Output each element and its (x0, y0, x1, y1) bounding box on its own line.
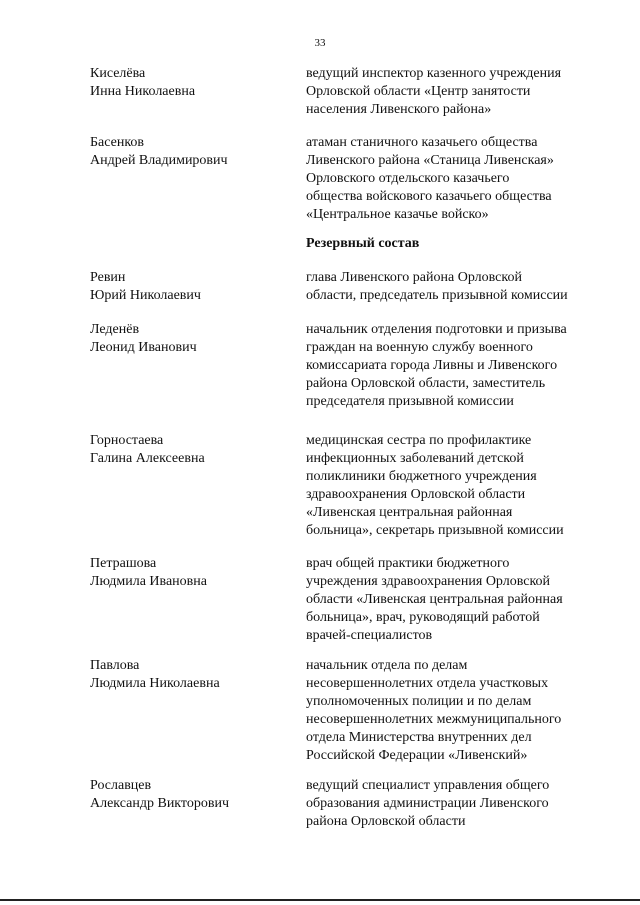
name-line: Людмила Ивановна (90, 574, 207, 589)
position-line: отдела Министерства внутренних дел (306, 730, 532, 745)
member-name (90, 134, 295, 170)
position-line: больница», врач, руководящий работой (306, 610, 540, 625)
position-line: атаман станичного казачьего общества (306, 135, 538, 150)
position-line: ведущий инспектор казенного учреждения (306, 66, 562, 81)
member-name (90, 777, 295, 813)
position-line: области, председатель призывной комиссии (306, 288, 568, 303)
member-name (90, 432, 295, 468)
position-line: уполномоченных полиции и по делам (306, 694, 532, 709)
name-line: Юрий Николаевич (90, 288, 201, 303)
name-line: Петрашова (90, 556, 157, 571)
position-line: Ливенского района «Станица Ливенская» (306, 153, 554, 168)
name-line: Горностаева (90, 433, 164, 448)
position-line: общества войскового казачьего общества (306, 189, 552, 204)
name-line: Андрей Владимирович (90, 153, 228, 168)
name-line: Людмила Николаевна (90, 676, 220, 691)
position-line: ведущий специалист управления общего (306, 778, 550, 793)
member-position (306, 555, 600, 645)
position-line: начальник отделения подготовки и призыва (306, 322, 567, 337)
page-number: 33 (314, 37, 326, 49)
position-line: Орловской области «Центр занятости (306, 84, 531, 99)
name-line: Леденёв (90, 322, 140, 337)
position-line: председателя призывной комиссии (306, 394, 514, 409)
member-position (306, 134, 600, 224)
member-position (306, 65, 600, 119)
position-line: врач общей практики бюджетного (306, 556, 510, 571)
name-line: Леонид Иванович (90, 340, 197, 355)
position-line: поликлиники бюджетного учреждения (306, 469, 537, 484)
member-position (306, 432, 600, 540)
member-position (306, 657, 600, 765)
member-name (90, 657, 295, 693)
position-line: глава Ливенского района Орловской (306, 270, 522, 285)
position-line: граждан на военную службу военного (306, 340, 533, 355)
position-line: района Орловской области, заместитель (306, 376, 546, 391)
name-line: Рославцев (90, 778, 152, 793)
position-line: населения Ливенского района» (306, 102, 492, 117)
position-line: образования администрации Ливенского (306, 796, 549, 811)
position-line: здравоохранения Орловской области (306, 487, 526, 502)
position-line: несовершеннолетних межмуниципального (306, 712, 562, 727)
name-line: Ревин (90, 270, 126, 285)
position-line: больница», секретарь призывной комиссии (306, 523, 564, 538)
member-name (90, 269, 295, 305)
position-line: «Ливенская центральная районная (306, 505, 513, 520)
member-name (90, 321, 295, 357)
position-line: врачей-специалистов (306, 628, 433, 643)
position-line: комиссариата города Ливны и Ливенского (306, 358, 558, 373)
position-line: начальник отдела по делам (306, 658, 468, 673)
reserve-section-title: Резервный состав (306, 236, 420, 251)
position-line: несовершеннолетних отдела участковых (306, 676, 549, 691)
name-line: Галина Алексеевна (90, 451, 205, 466)
member-position (306, 269, 600, 305)
member-position (306, 321, 600, 411)
position-line: «Центральное казачье войско» (306, 207, 489, 222)
member-name (90, 555, 295, 591)
member-position (306, 777, 600, 831)
bottom-rule (0, 899, 640, 901)
member-name (90, 65, 295, 101)
name-line: Инна Николаевна (90, 84, 196, 99)
position-line: инфекционных заболеваний детской (306, 451, 524, 466)
name-line: Павлова (90, 658, 140, 673)
position-line: медицинская сестра по профилактике (306, 433, 532, 448)
position-line: Российской Федерации «Ливенский» (306, 748, 528, 763)
name-line: Александр Викторович (90, 796, 230, 811)
position-line: района Орловской области (306, 814, 466, 829)
position-line: области «Ливенская центральная районная (306, 592, 563, 607)
name-line: Басенков (90, 135, 145, 150)
name-line: Киселёва (90, 66, 146, 81)
position-line: Орловского отдельского казачьего (306, 171, 510, 186)
position-line: учреждения здравоохранения Орловской (306, 574, 551, 589)
